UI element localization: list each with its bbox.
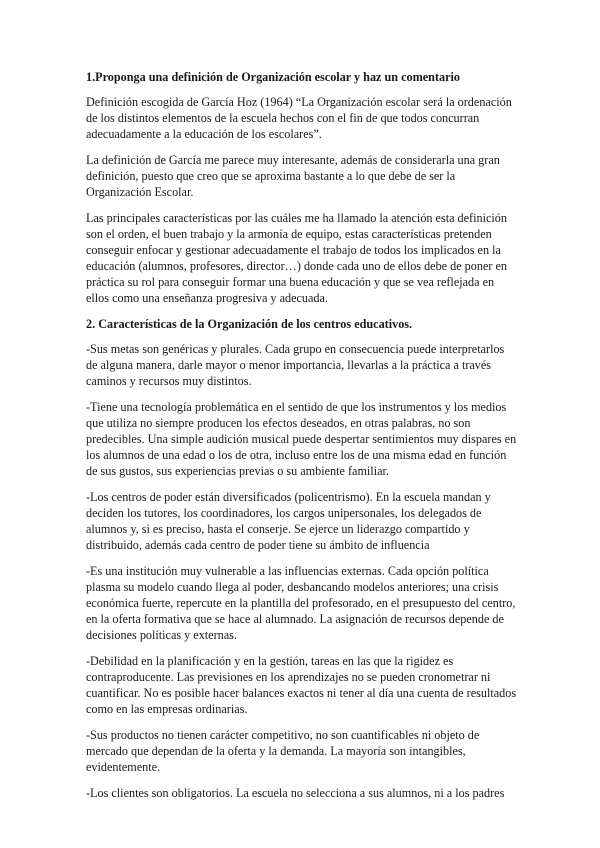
paragraph bbox=[86, 785, 518, 801]
text-line: distribuido, además cada centro de poder tiene su ámbito de influencia bbox=[86, 538, 430, 552]
text-line: de los distintos elementos de la escuela hechos con el fin de que todos concurran bbox=[86, 111, 480, 125]
section-heading-2: 2. Características de la Organización de los centros educativos. bbox=[86, 317, 413, 331]
text-line: ellos como una enseñanza progresiva y adecuada. bbox=[86, 291, 328, 305]
text-line: definición, puesto que creo que se aproxima bastante a lo que debe de ser la bbox=[86, 169, 456, 183]
text-line: -Sus metas son genéricas y plurales. Cada grupo en consecuencia puede interpretarlos bbox=[86, 342, 505, 356]
text-line: -Es una institución muy vulnerable a las influencias externas. Cada opción política bbox=[86, 564, 489, 578]
text-line: económica fuerte, repercute en la plantilla del profesorado, en el presupuesto del centro, bbox=[86, 596, 516, 610]
text-line: Organización Escolar. bbox=[86, 185, 194, 199]
text-line: adecuadamente a la educación de los escolares”. bbox=[86, 127, 322, 141]
text-line: contraproducente. Las previsiones en los aprendizajes no se pueden cronometrar ni bbox=[86, 670, 491, 684]
text-line: conseguir enfocar y gestionar adecuadamente el trabajo de todos los implicados en la bbox=[86, 243, 501, 257]
text-line: decisiones políticas y externas. bbox=[86, 628, 237, 642]
paragraph bbox=[86, 152, 518, 200]
text-line: son el orden, el buen trabajo y la armonía de equipo, estas características pretenden bbox=[86, 227, 492, 241]
text-line: Las principales características por las cuáles me ha llamado la atención esta definición bbox=[86, 211, 507, 225]
text-line: caminos y recursos muy distintos. bbox=[86, 374, 252, 388]
section-heading-1: 1.Proponga una definición de Organización escolar y haz un comentario bbox=[86, 70, 460, 84]
paragraph bbox=[86, 653, 518, 717]
paragraph bbox=[86, 489, 518, 553]
section-1-body bbox=[86, 94, 518, 306]
paragraph bbox=[86, 210, 518, 306]
text-line: educación (alumnos, profesores, director…) donde cada uno de ellos debe de poner en bbox=[86, 259, 507, 273]
text-line: práctica su rol para conseguir formar una buena educación y que se vea reflejada en bbox=[86, 275, 495, 289]
text-line: plasma su modelo cuando llega al poder, desbancando modelos anteriores; una crisis bbox=[86, 580, 499, 594]
text-line: alumnos y, si es preciso, hasta el conserje. Se ejerce un liderazgo compartido y bbox=[86, 522, 470, 536]
paragraph bbox=[86, 563, 518, 643]
text-line: en la oferta formativa que se hace al alumnado. La asignación de recursos depende de bbox=[86, 612, 504, 626]
document-body bbox=[86, 69, 518, 811]
text-line: predecibles. Una simple audición musical puede despertar sentimientos muy dispares en bbox=[86, 432, 517, 446]
text-line: de sus gustos, sus experiencias previas o su ambiente familiar. bbox=[86, 464, 389, 478]
text-line: cuantificar. No es posible hacer balances exactos ni tener al día una cuenta de resultados bbox=[86, 686, 517, 700]
text-line: -Tiene una tecnología problemática en el sentido de que los instrumentos y los medios bbox=[86, 400, 507, 414]
text-line: como en las empresas ordinarias. bbox=[86, 702, 248, 716]
text-line: La definición de García me parece muy interesante, además de considerarla una gran bbox=[86, 153, 500, 167]
section-2-body bbox=[86, 341, 518, 801]
text-line: -Debilidad en la planificación y en la gestión, tareas en las que la rigidez es bbox=[86, 654, 454, 668]
text-line: -Los clientes son obligatorios. La escuela no selecciona a sus alumnos, ni a los padres bbox=[86, 786, 505, 800]
text-line: Definición escogida de García Hoz (1964) “La Organización escolar será la ordenación bbox=[86, 95, 512, 109]
text-line: los alumnos de una edad o los de otra, incluso entre los de una misma edad en función bbox=[86, 448, 507, 462]
text-line: que utiliza no siempre producen los efectos deseados, en otras palabras, no son bbox=[86, 416, 471, 430]
text-line: evidentemente. bbox=[86, 760, 161, 774]
text-line: deciden los tutores, los coordinadores, los cargos unipersonales, los delegados de bbox=[86, 506, 482, 520]
text-line: mercado que dependan de la oferta y la demanda. La mayoría son intangibles, bbox=[86, 744, 466, 758]
text-line: -Los centros de poder están diversificados (policentrismo). En la escuela mandan y bbox=[86, 490, 491, 504]
paragraph bbox=[86, 399, 518, 479]
text-line: -Sus productos no tienen carácter competitivo, no son cuantificables ni objeto de bbox=[86, 728, 480, 742]
paragraph bbox=[86, 727, 518, 775]
paragraph bbox=[86, 341, 518, 389]
text-line: de alguna manera, darle mayor o menor importancia, llevarlas a la práctica a través bbox=[86, 358, 492, 372]
paragraph bbox=[86, 94, 518, 142]
